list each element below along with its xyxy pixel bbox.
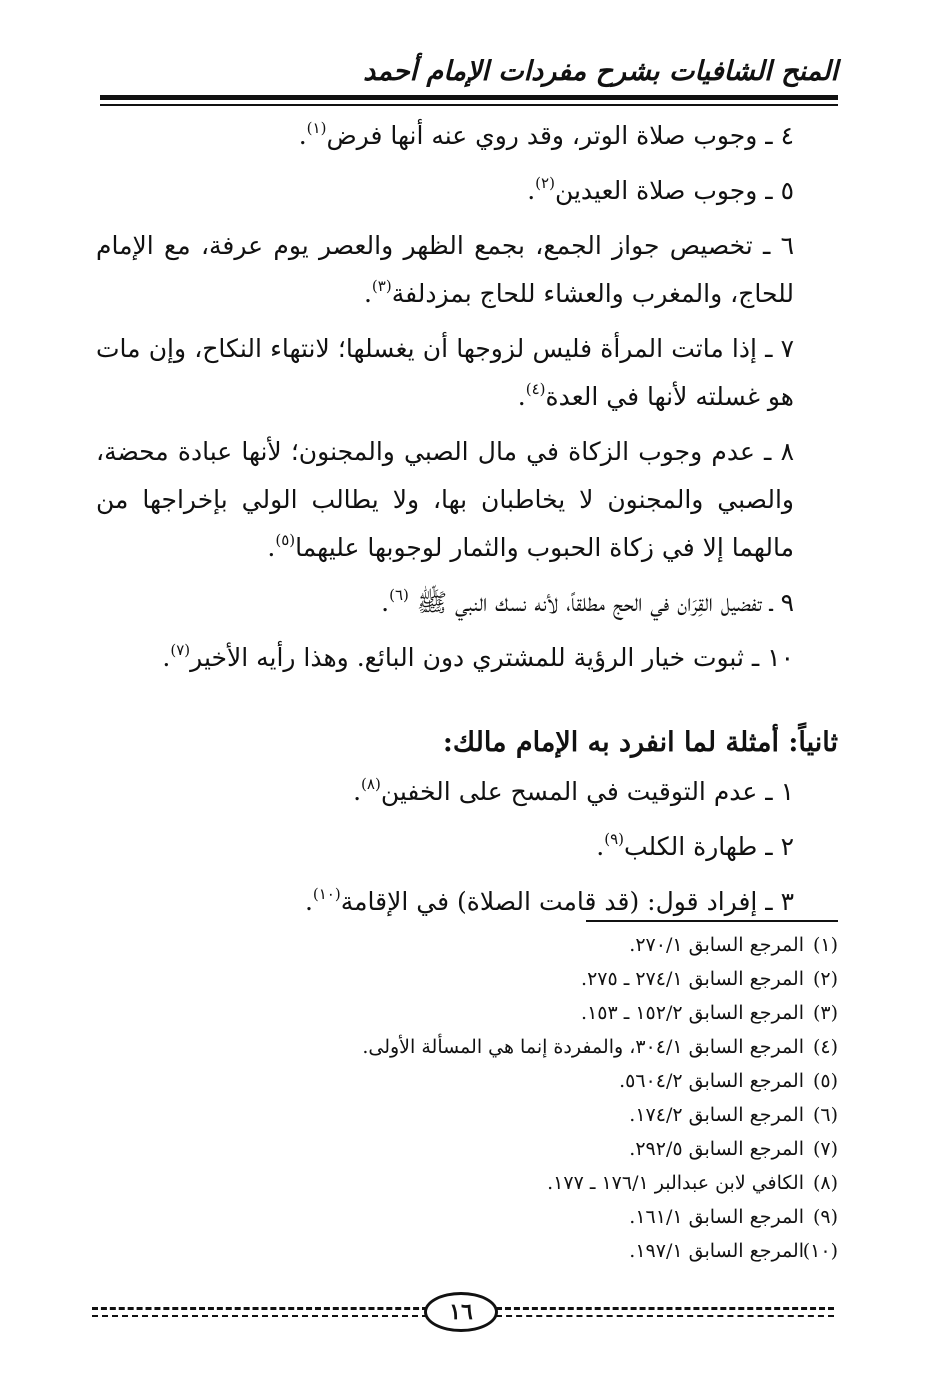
footnote-ref: (٤) bbox=[525, 380, 546, 398]
footnote-ref: (٨) bbox=[361, 775, 381, 793]
footnote-number: (١) bbox=[812, 934, 838, 956]
footer-dashed-line bbox=[92, 1307, 428, 1310]
footnote-ref: (٥) bbox=[275, 531, 296, 549]
list-item: ١ ـ عدم التوقيت في المسح على الخفين$^{(٨)}$. bbox=[353, 775, 794, 806]
header-rule-thin bbox=[100, 104, 838, 106]
footnote-number: (٤) bbox=[812, 1036, 838, 1058]
footnote-number: (٦) bbox=[812, 1104, 838, 1126]
footer-dashed-line bbox=[92, 1315, 428, 1317]
footnote-ref: (٣) bbox=[371, 277, 392, 295]
footnote-separator bbox=[586, 920, 838, 922]
footnote-ref: (٩) bbox=[604, 830, 624, 848]
footnote: (٩)المرجع السابق ١٦١/١. bbox=[100, 1200, 838, 1234]
list-item: ١٠ ـ ثبوت خيار الرؤية للمشتري دون البائع. وهذا رأيه الأخير$^{(٧)}$. bbox=[162, 641, 794, 672]
section-heading: ثانياً: أمثلة لما انفرد به الإمام مالك: bbox=[442, 727, 838, 758]
footnote-ref: (١) bbox=[306, 119, 327, 137]
list-item: ٨ ـ عدم وجوب الزكاة في مال الصبي والمجنون؛ لأنها عبادة محضة، والصبي والمجنون لا يخاطبان بها، ولا يطالب الولي بإخراجها من مالهما إلا في زكاة الحبوب والثمار لوجوبها عليهما$^{(٥)}$. bbox=[96, 437, 794, 562]
footnote: (٤)المرجع السابق ٣٠٤/١، والمفردة إنما هي المسألة الأولى. bbox=[100, 1030, 838, 1064]
footnote-number: (٨) bbox=[812, 1172, 838, 1194]
list-item: ٥ ـ وجوب صلاة العيدين$^{(٢)}$. bbox=[527, 174, 794, 205]
footnote: (٧)المرجع السابق ٢٩٢/٥. bbox=[100, 1132, 838, 1166]
footnote: (٥)المرجع السابق ٥٦٠٤/٢. bbox=[100, 1064, 838, 1098]
footnote-ref: (٦) bbox=[389, 586, 409, 604]
list-item: ٦ ـ تخصيص جواز الجمع، بجمع الظهر والعصر يوم عرفة، مع الإمام للحاج، والمغرب والعشاء للحاج بمزدلفة$^{(٣)}$. bbox=[96, 231, 794, 308]
footnote: (٢)المرجع السابق ٢٧٤/١ ـ ٢٧٥. bbox=[100, 962, 838, 996]
running-head: المنح الشافيات بشرح مفردات الإمام أحمد bbox=[363, 56, 838, 87]
footer-dashed-line bbox=[496, 1315, 834, 1317]
footnote-number: (٧) bbox=[812, 1138, 838, 1160]
footnote-number: (٣) bbox=[812, 1002, 838, 1024]
footnote: (١)المرجع السابق ٢٧٠/١. bbox=[100, 928, 838, 962]
footnote-number: (٩) bbox=[812, 1206, 838, 1228]
list-item: ٧ ـ إذا ماتت المرأة فليس لزوجها أن يغسلها؛ لانتهاء النكاح، وإن مات هو غسلته لأنها في العدة$^{(٤)}$. bbox=[96, 334, 794, 411]
footnotes bbox=[100, 928, 838, 1268]
list-item: ٣ ـ إفراد قول: (قد قامت الصلاة) في الإقامة$^{(١٠)}$. bbox=[304, 885, 794, 916]
footnote: (١٠)المرجع السابق ١٩٧/١. bbox=[100, 1234, 838, 1268]
footer-dashed-line bbox=[496, 1307, 834, 1310]
footnote-ref: (١٠) bbox=[312, 885, 341, 903]
footnote-number: (١٠) bbox=[802, 1240, 838, 1262]
footnote-ref: (٢) bbox=[535, 174, 555, 192]
footnote-ref: (٧) bbox=[170, 641, 191, 659]
list-item: ٩ ـ تفضيل القِرَان في الحج مطلقاً، لأنه نسك النبي ﷺ $^{(٦)}$. bbox=[381, 586, 794, 617]
footnote: (٣)المرجع السابق ١٥٢/٢ ـ ١٥٣. bbox=[100, 996, 838, 1030]
list-item: ٤ ـ وجوب صلاة الوتر، وقد روي عنه أنها فرض$^{(١)}$. bbox=[298, 119, 794, 150]
footnote: (٨)الكافي لابن عبدالبر ١٧٦/١ ـ ١٧٧. bbox=[100, 1166, 838, 1200]
header-rule-thick bbox=[100, 95, 838, 100]
footnote-number: (٥) bbox=[812, 1070, 838, 1092]
footnote-number: (٢) bbox=[812, 968, 838, 990]
list-item: ٢ ـ طهارة الكلب$^{(٩)}$. bbox=[596, 830, 794, 861]
page-number: ١٦ bbox=[424, 1292, 498, 1332]
body-text bbox=[96, 112, 838, 926]
footnote: (٦)المرجع السابق ١٧٤/٢. bbox=[100, 1098, 838, 1132]
